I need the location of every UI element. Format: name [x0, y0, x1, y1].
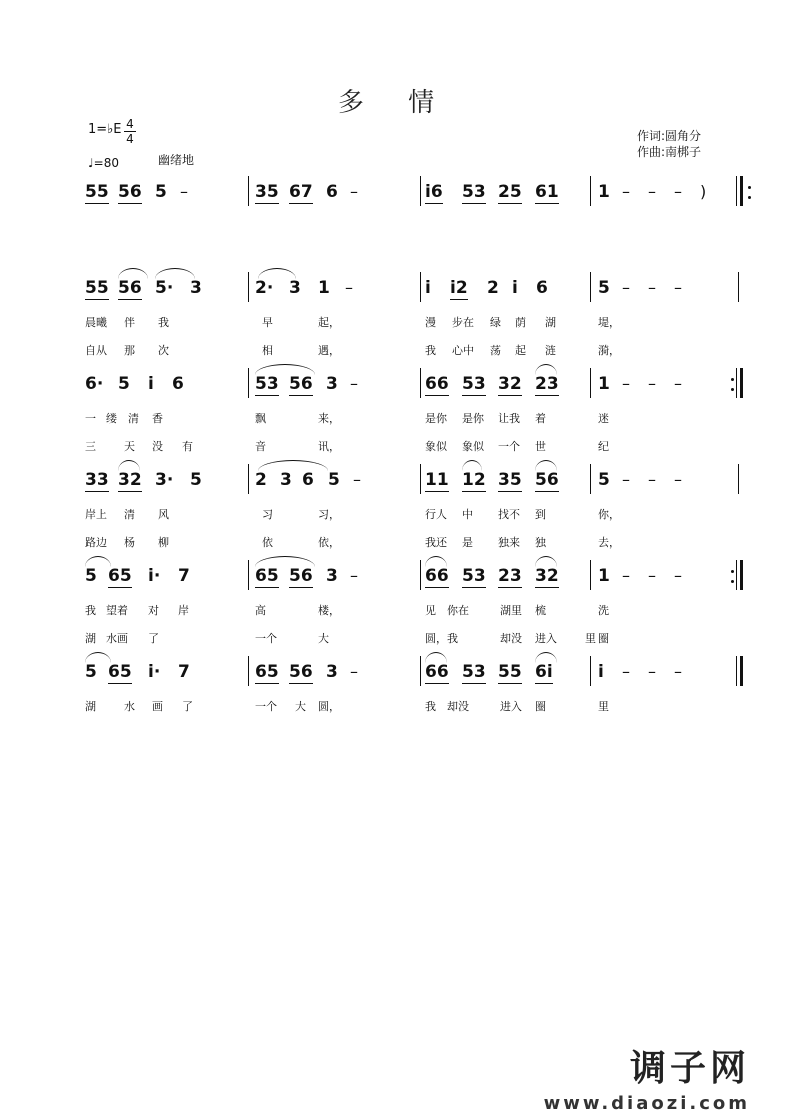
dash-note: –	[648, 278, 656, 297]
key-signature: 1=♭E	[88, 122, 122, 137]
lyric: 习	[262, 508, 273, 521]
credits	[637, 128, 701, 160]
time-signature	[124, 118, 136, 145]
lyric: 望着	[106, 604, 128, 617]
dash-note: –	[674, 566, 682, 585]
lyric: 却没	[447, 700, 469, 713]
meter-top: 4	[126, 117, 134, 131]
lyric: 涟	[545, 344, 556, 357]
lyric: 没	[152, 440, 163, 453]
watermark-name: 调子网	[629, 1048, 750, 1089]
lyric: 了	[182, 700, 193, 713]
tempo-marking: ♩=80	[88, 156, 119, 170]
song-title: 多 情	[337, 88, 453, 118]
lyric: 习，	[318, 508, 340, 521]
lyric: 湖里	[500, 604, 522, 617]
lyric: 讯，	[318, 440, 340, 453]
note: i	[512, 278, 518, 298]
lyric: 纪	[598, 440, 609, 453]
score-row	[0, 566, 790, 645]
barline	[420, 272, 421, 302]
dash-note: –	[180, 182, 188, 201]
note: 32	[118, 470, 142, 490]
lyric: 到	[535, 508, 546, 521]
note: 3	[289, 278, 301, 298]
lyric: 飘	[255, 412, 266, 425]
final-barline	[740, 656, 743, 686]
dash-note: –	[648, 662, 656, 681]
note: 3	[326, 662, 338, 682]
note: 65	[255, 566, 279, 586]
barline	[736, 560, 737, 590]
slur	[535, 556, 557, 567]
composer: 作曲:南梆子	[637, 145, 702, 159]
lyric: 着	[535, 412, 546, 425]
note: 5	[85, 662, 97, 682]
lyric: 你，	[598, 508, 620, 521]
score-row	[0, 278, 790, 357]
score-row	[0, 182, 790, 252]
barline	[738, 464, 739, 494]
lyric: 绿	[490, 316, 501, 329]
barline	[248, 272, 249, 302]
slur	[462, 460, 482, 471]
dash-note: –	[622, 566, 630, 585]
slur	[258, 460, 328, 471]
note: 3	[326, 566, 338, 586]
repeat-dot	[731, 570, 734, 573]
note: 53	[255, 374, 279, 394]
lyric: 起，	[318, 316, 340, 329]
repeat-dot	[731, 378, 734, 381]
note: 56	[289, 662, 313, 682]
lyric: 楼，	[318, 604, 340, 617]
note: 61	[535, 182, 559, 202]
lyric: 象似	[462, 440, 484, 453]
barline	[248, 368, 249, 398]
note: 3	[326, 374, 338, 394]
note: 53	[462, 374, 486, 394]
lyric: 圆，	[318, 700, 340, 713]
lyric: 步在	[452, 316, 474, 329]
lyric: 象似	[425, 440, 447, 453]
dash-note: –	[622, 470, 630, 489]
slur	[425, 652, 447, 663]
dash-note: –	[350, 182, 358, 201]
note: i	[148, 374, 154, 394]
slur	[255, 556, 315, 567]
lyric: 杨	[124, 536, 135, 549]
lyric: 我	[425, 344, 436, 357]
dash-note: –	[674, 182, 682, 201]
dash-note: –	[622, 374, 630, 393]
note: 23	[498, 566, 522, 586]
note: 5	[598, 470, 610, 490]
barline	[420, 464, 421, 494]
note: 5	[118, 374, 130, 394]
note: 6	[172, 374, 184, 394]
lyric: 心中	[452, 344, 474, 357]
slur	[425, 556, 447, 567]
final-barline	[740, 560, 743, 590]
note: 2	[487, 278, 499, 298]
lyricist: 作词:圆角分	[637, 129, 702, 143]
lyric: 行人	[425, 508, 447, 521]
note: 66	[425, 662, 449, 682]
lyric: 天	[124, 440, 135, 453]
lyric: 找不	[498, 508, 520, 521]
note: 6	[302, 470, 314, 490]
barline	[590, 464, 591, 494]
lyric: 水画	[106, 632, 128, 645]
barline	[736, 656, 737, 686]
note: 6i	[535, 662, 553, 682]
barline	[420, 656, 421, 686]
lyric: 湖	[85, 700, 96, 713]
note: 55	[85, 278, 109, 298]
note: 56	[118, 182, 142, 202]
expression-marking: 幽绪地	[158, 153, 195, 167]
lyric: 梳	[535, 604, 546, 617]
dash-note: –	[648, 182, 656, 201]
note: 6	[326, 182, 338, 202]
score-row	[0, 662, 790, 732]
lyric: 一个	[255, 632, 277, 645]
lyric: 一个	[255, 700, 277, 713]
slur	[155, 268, 195, 279]
barline	[248, 464, 249, 494]
score-row	[0, 374, 790, 453]
lyric: 堤，	[598, 316, 620, 329]
dash-note: –	[674, 470, 682, 489]
barline	[248, 176, 249, 206]
lyric: 大	[295, 700, 306, 713]
note: i	[598, 662, 604, 682]
final-barline	[740, 368, 743, 398]
lyric: 圆，	[425, 632, 447, 645]
lyric: 进入	[535, 632, 557, 645]
lyric: 圈	[535, 700, 546, 713]
closing-paren: )	[700, 182, 707, 201]
lyric: 大	[318, 632, 329, 645]
lyric: 一	[85, 412, 96, 425]
lyric: 独来	[498, 536, 520, 549]
slur	[535, 652, 557, 663]
note: 65	[255, 662, 279, 682]
lyric: 洗	[598, 604, 609, 617]
barline	[738, 272, 739, 302]
lyric: 里	[598, 700, 609, 713]
slur	[535, 460, 557, 471]
barline	[736, 368, 737, 398]
dash-note: –	[350, 662, 358, 681]
lyric: 来，	[318, 412, 340, 425]
note: 11	[425, 470, 449, 490]
lyric: 我还	[425, 536, 447, 549]
slur	[118, 460, 140, 471]
repeat-dot	[748, 186, 751, 189]
lyric: 伴	[124, 316, 135, 329]
barline	[590, 560, 591, 590]
repeat-dot	[731, 388, 734, 391]
note: i	[425, 278, 431, 298]
note: i·	[148, 662, 161, 682]
note: 35	[498, 470, 522, 490]
note: 55	[498, 662, 522, 682]
barline	[590, 368, 591, 398]
note: 1	[598, 374, 610, 394]
lyric: 一个	[498, 440, 520, 453]
watermark	[544, 1040, 750, 1114]
dash-note: –	[345, 278, 353, 297]
score-row	[0, 470, 790, 549]
meter-bottom: 4	[126, 132, 134, 146]
lyric: 清	[128, 412, 139, 425]
repeat-dot	[731, 580, 734, 583]
lyric: 画	[152, 700, 163, 713]
note: 66	[425, 566, 449, 586]
lyric: 荫	[515, 316, 526, 329]
note: 2	[255, 470, 267, 490]
lyric: 三	[85, 440, 96, 453]
note: 23	[535, 374, 559, 394]
lyric: 音	[255, 440, 266, 453]
lyric: 荡	[490, 344, 501, 357]
note: 56	[535, 470, 559, 490]
lyric: 是你	[425, 412, 447, 425]
dash-note: –	[622, 278, 630, 297]
note: 3	[190, 278, 202, 298]
lyric: 进入	[500, 700, 522, 713]
lyric: 岸上	[85, 508, 107, 521]
note: 25	[498, 182, 522, 202]
slur	[255, 364, 315, 375]
lyric: 晨曦	[85, 316, 107, 329]
lyric: 有	[182, 440, 193, 453]
lyric: 却没	[500, 632, 522, 645]
note: 5	[598, 278, 610, 298]
note: 53	[462, 182, 486, 202]
note: 35	[255, 182, 279, 202]
lyric: 漫	[425, 316, 436, 329]
lyric: 我	[447, 632, 458, 645]
dash-note: –	[648, 470, 656, 489]
lyric: 香	[152, 412, 163, 425]
slur	[85, 556, 111, 567]
note: i2	[450, 278, 468, 298]
lyric: 起	[515, 344, 526, 357]
barline	[420, 176, 421, 206]
barline	[248, 656, 249, 686]
note: 32	[535, 566, 559, 586]
note: 56	[118, 278, 142, 298]
lyric: 路边	[85, 536, 107, 549]
dash-note: –	[674, 278, 682, 297]
note: 3	[280, 470, 292, 490]
lyric: 对	[148, 604, 159, 617]
lyric: 早	[262, 316, 273, 329]
note: 55	[85, 182, 109, 202]
final-barline	[740, 176, 743, 206]
dash-note: –	[648, 374, 656, 393]
note: 1	[598, 566, 610, 586]
note: 53	[462, 566, 486, 586]
note: 6	[536, 278, 548, 298]
lyric: 湖	[85, 632, 96, 645]
note: 33	[85, 470, 109, 490]
lyric: 中	[462, 508, 473, 521]
lyric: 清	[124, 508, 135, 521]
lyric: 柳	[158, 536, 169, 549]
dash-note: –	[350, 374, 358, 393]
lyric: 圈	[598, 632, 609, 645]
slur	[535, 364, 557, 375]
lyric: 岸	[178, 604, 189, 617]
note: 67	[289, 182, 313, 202]
note: 56	[289, 566, 313, 586]
slur	[118, 268, 148, 279]
watermark-url: www.diaozi.com	[543, 1093, 750, 1114]
barline	[420, 560, 421, 590]
note: 5	[155, 182, 167, 202]
note: 65	[108, 566, 132, 586]
lyric: 次	[158, 344, 169, 357]
lyric: 我	[425, 700, 436, 713]
note: 32	[498, 374, 522, 394]
slur	[258, 268, 296, 279]
note: 6·	[85, 374, 104, 394]
lyric: 让我	[498, 412, 520, 425]
lyric: 独	[535, 536, 546, 549]
note: 2·	[255, 278, 274, 298]
lyric: 里	[585, 632, 596, 645]
lyric: 我	[158, 316, 169, 329]
note: 5	[328, 470, 340, 490]
lyric: 相	[262, 344, 273, 357]
note: 53	[462, 662, 486, 682]
lyric: 缕	[106, 412, 117, 425]
repeat-dot	[748, 196, 751, 199]
note: 5	[190, 470, 202, 490]
note: 5·	[155, 278, 174, 298]
note: 7	[178, 566, 190, 586]
lyric: 高	[255, 604, 266, 617]
note: 7	[178, 662, 190, 682]
note: 1	[318, 278, 330, 298]
note: 12	[462, 470, 486, 490]
barline	[590, 272, 591, 302]
dash-note: –	[622, 662, 630, 681]
lyric: 自从	[85, 344, 107, 357]
dash-note: –	[674, 662, 682, 681]
note: 3·	[155, 470, 174, 490]
lyric: 是你	[462, 412, 484, 425]
lyric: 你在	[447, 604, 469, 617]
lyric: 风	[158, 508, 169, 521]
lyric: 那	[124, 344, 135, 357]
lyric: 是	[462, 536, 473, 549]
lyric: 依	[262, 536, 273, 549]
dash-note: –	[622, 182, 630, 201]
lyric: 遇，	[318, 344, 340, 357]
note: i·	[148, 566, 161, 586]
note: 66	[425, 374, 449, 394]
dash-note: –	[674, 374, 682, 393]
note: 5	[85, 566, 97, 586]
lyric: 漪，	[598, 344, 620, 357]
note: i6	[425, 182, 443, 202]
lyric: 我	[85, 604, 96, 617]
barline	[248, 560, 249, 590]
note: 65	[108, 662, 132, 682]
lyric: 世	[535, 440, 546, 453]
barline	[590, 176, 591, 206]
lyric: 水	[124, 700, 135, 713]
lyric: 迷	[598, 412, 609, 425]
lyric: 见	[425, 604, 436, 617]
lyric: 湖	[545, 316, 556, 329]
slur	[85, 652, 111, 663]
dash-note: –	[648, 566, 656, 585]
note: 1	[598, 182, 610, 202]
note: 56	[289, 374, 313, 394]
lyric: 依，	[318, 536, 340, 549]
lyric: 去，	[598, 536, 620, 549]
barline	[736, 176, 737, 206]
dash-note: –	[350, 566, 358, 585]
lyric: 了	[148, 632, 159, 645]
dash-note: –	[353, 470, 361, 489]
barline	[590, 656, 591, 686]
barline	[420, 368, 421, 398]
